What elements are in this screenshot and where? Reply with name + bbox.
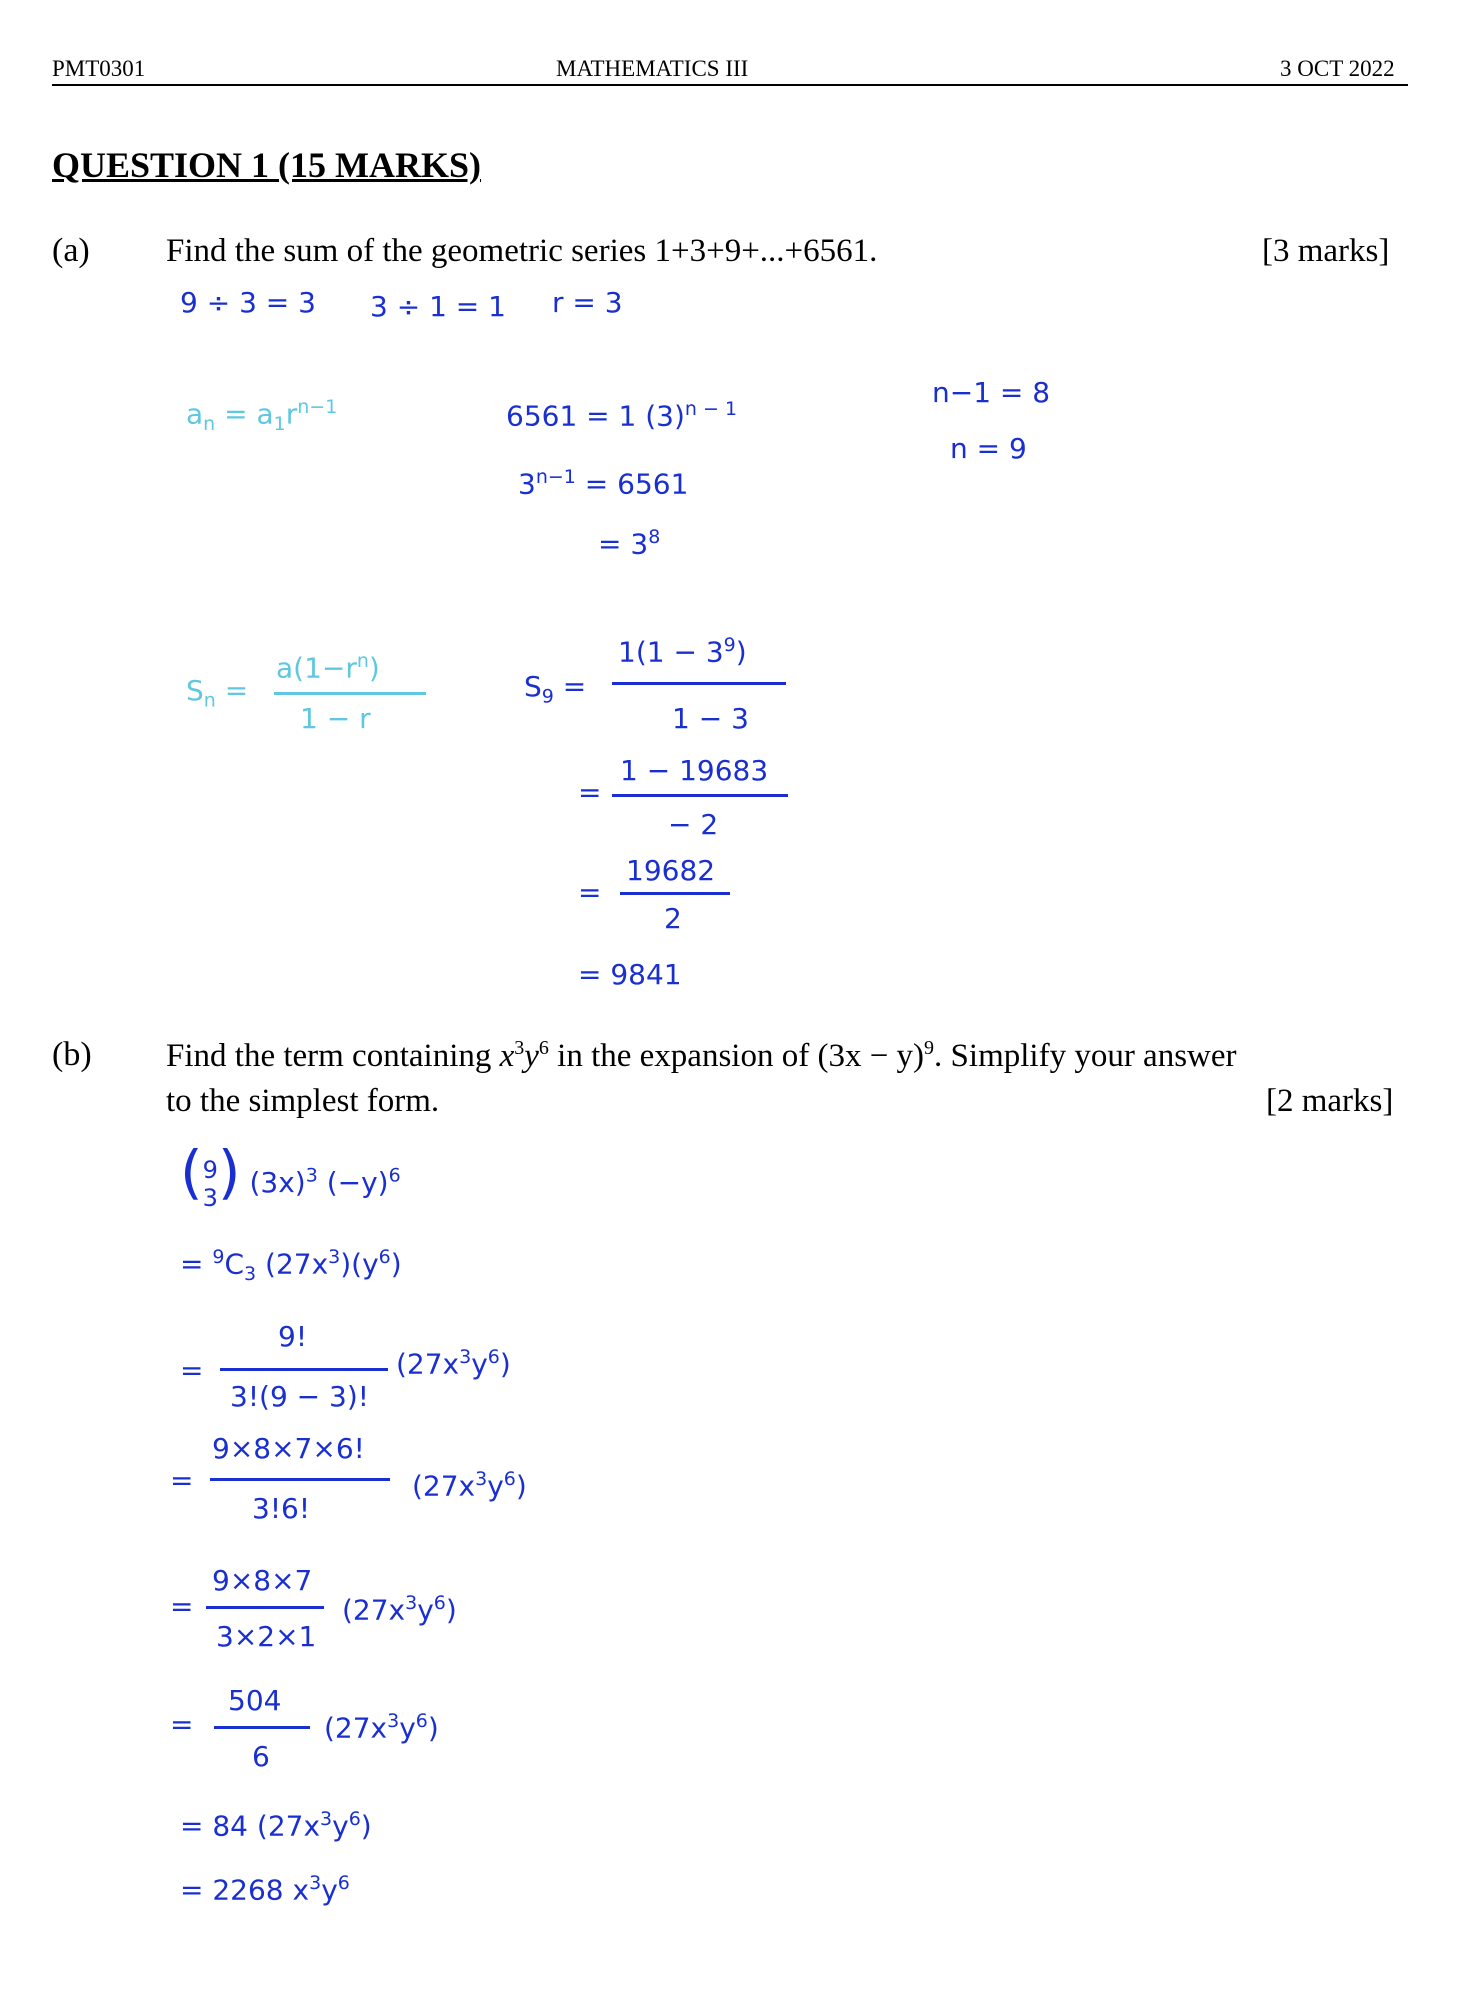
ratio-step-1: 9 ÷ 3 = 3: [180, 286, 316, 319]
line3-equals: =: [180, 1354, 204, 1387]
question-title: QUESTION 1 (15 MARKS): [52, 145, 482, 185]
line3-tail: $(27x^3y^6)$: [396, 1346, 511, 1381]
sn-denominator: 1 − r: [300, 702, 371, 735]
part-a-prompt: Find the sum of the geometric series 1+3+9+...+6561.: [166, 233, 878, 269]
line3-denominator: 3!(9 − 3)!: [230, 1380, 370, 1413]
step2-equals: =: [578, 776, 602, 809]
combination-line: = $^9C_3$ $(27x^3)(y^6)$: [180, 1246, 402, 1285]
line5-denominator: 3×2×1: [216, 1620, 317, 1653]
line5-fraction-bar: [206, 1606, 324, 1609]
sn-lhs: $S_n$ =: [186, 674, 249, 712]
s9-fraction-bar: [612, 682, 786, 685]
formula-an: $a_n = a_1r^{n-1}$: [186, 396, 338, 435]
part-b-marks: [2 marks]: [1266, 1083, 1394, 1119]
ratio-r: r = 3: [552, 286, 623, 319]
part-b-prompt-line1: Find the term containing $x^3y^6$ in the expansion of $(3x - y)^9$. Simplify your answer: [166, 1037, 1237, 1074]
s9-lhs: $S_9$ =: [524, 670, 587, 708]
equation-power: $3^{n-1} = 6561$: [518, 466, 689, 501]
line4-equals: =: [170, 1464, 194, 1497]
part-b-final-answer: = 2268 $x^3y^6$: [180, 1872, 350, 1907]
step2-fraction-bar: [612, 794, 788, 797]
subject-title: MATHEMATICS III: [556, 56, 749, 81]
line4-numerator: 9×8×7×6!: [212, 1432, 365, 1465]
part-a-label: (a): [52, 232, 90, 269]
equation-6561: 6561 = 1 $(3)^{n - 1}$: [506, 398, 738, 433]
header-rule: [52, 84, 1408, 86]
step3-denominator: 2: [664, 902, 682, 935]
n-minus-1: n−1 = 8: [932, 376, 1051, 409]
equation-3-pow-8: = $3^8$: [598, 526, 661, 561]
line5-numerator: 9×8×7: [212, 1564, 313, 1597]
line7: = 84 $(27x^3y^6)$: [180, 1808, 372, 1843]
s9-numerator: $1(1 - 3^9)$: [618, 634, 747, 669]
line6-denominator: 6: [252, 1740, 270, 1773]
line5-tail: $(27x^3y^6)$: [342, 1592, 457, 1627]
step2-numerator: 1 − 19683: [620, 754, 769, 787]
sn-fraction-bar: [274, 692, 426, 695]
line4-denominator: 3!6!: [252, 1492, 311, 1525]
course-code: PMT0301: [52, 56, 146, 81]
line6-equals: =: [170, 1708, 194, 1741]
binomial-expression: (9 3) $(3x)^3$ $(-y)^6$: [180, 1138, 401, 1212]
line4-fraction-bar: [210, 1478, 390, 1481]
line5-equals: =: [170, 1590, 194, 1623]
line6-tail: $(27x^3y^6)$: [324, 1710, 439, 1745]
line4-tail: $(27x^3y^6)$: [412, 1468, 527, 1503]
exam-date: 3 OCT 2022: [1280, 56, 1395, 81]
part-a-marks: [3 marks]: [1262, 233, 1390, 269]
part-a-result: = 9841: [578, 958, 682, 991]
part-b-prompt-line2: to the simplest form.: [166, 1083, 440, 1119]
step3-numerator: 19682: [626, 854, 716, 887]
ratio-step-2: 3 ÷ 1 = 1: [370, 290, 506, 323]
line6-fraction-bar: [214, 1726, 310, 1729]
step3-equals: =: [578, 876, 602, 909]
n-value: n = 9: [950, 432, 1027, 465]
part-b-label: (b): [52, 1036, 92, 1073]
sn-numerator: $a(1-r^n)$: [276, 650, 380, 685]
s9-denominator: 1 − 3: [672, 702, 749, 735]
line3-fraction-bar: [220, 1368, 388, 1371]
line6-numerator: 504: [228, 1684, 282, 1717]
line3-numerator: 9!: [278, 1320, 308, 1353]
step3-fraction-bar: [620, 892, 730, 895]
step2-denominator: − 2: [668, 808, 719, 841]
